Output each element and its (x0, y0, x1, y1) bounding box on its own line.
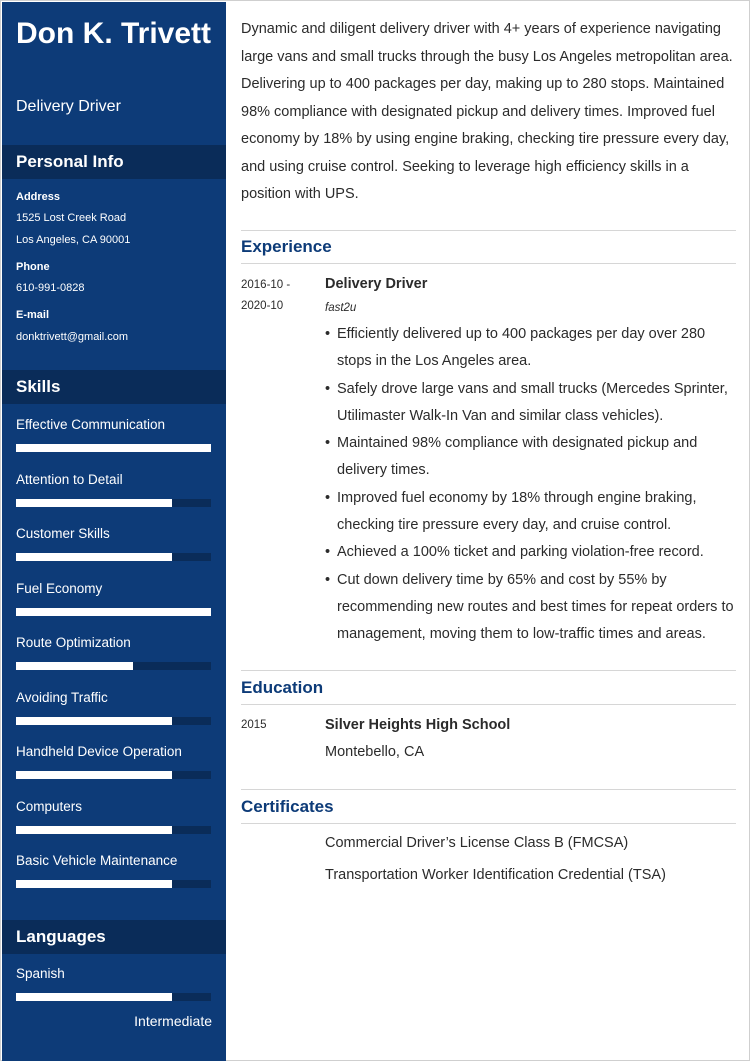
skill-bar-fill (16, 444, 211, 452)
language-bar (16, 993, 211, 1001)
sidebar (2, 2, 226, 1061)
phone-label: Phone (16, 261, 50, 273)
skill-bar (16, 771, 211, 779)
address-line2: Los Angeles, CA 90001 (16, 234, 131, 246)
language-name: Spanish (16, 966, 65, 981)
email-label: E-mail (16, 309, 50, 321)
skill-bar-fill (16, 608, 211, 616)
experience-bullet: • Achieved a 100% ticket and parking violation-free record. (325, 539, 735, 566)
skill-bar-fill (16, 771, 172, 779)
skill-bar (16, 608, 211, 616)
address-line1: 1525 Lost Creek Road (16, 212, 127, 224)
skill-bar-fill (16, 553, 172, 561)
skill-name: Customer Skills (16, 526, 110, 541)
skill-bar-fill (16, 662, 133, 670)
skill-name: Avoiding Traffic (16, 690, 108, 705)
education-heading: Education (241, 678, 324, 697)
experience-bullet: • Improved fuel economy by 18% through engine braking, checking tire pressure every day, and cruise control. (325, 485, 735, 540)
languages-heading: Languages (2, 920, 226, 954)
skill-bar (16, 444, 211, 452)
address-label: Address (16, 191, 61, 203)
experience-date-end: 2020-10 (241, 300, 284, 312)
skill-name: Effective Communication (16, 417, 166, 432)
certificates-heading: Certificates (241, 797, 334, 816)
profile-summary: Dynamic and diligent delivery driver with 4+ years of experience navigating large vans and small trucks through the busy Los Angeles metropolitan area. Delivering up to 400 packages per day, making up to 280 stops. Maintained 98% compliance with designated pickup and delivery times. Improved fuel economy by 18% by using engine braking, checking tire pressure every day, and using cruise control. Seeking to leverage high efficiency skills in a position with UPS. (241, 21, 733, 202)
divider (241, 704, 736, 705)
certificate-item: Transportation Worker Identification Credential (TSA) (325, 867, 666, 883)
language-bar-fill (16, 993, 172, 1001)
skill-bar (16, 499, 211, 507)
divider (241, 670, 736, 671)
skill-bar (16, 826, 211, 834)
skill-bar-fill (16, 717, 172, 725)
skill-name: Computers (16, 799, 83, 814)
skill-bar (16, 662, 211, 670)
skill-name: Basic Vehicle Maintenance (16, 853, 178, 868)
experience-role: Delivery Driver (325, 276, 428, 292)
job-title: Delivery Driver (16, 98, 121, 115)
phone-value: 610-991-0828 (16, 282, 85, 294)
skill-bar (16, 880, 211, 888)
divider (241, 263, 736, 264)
experience-bullets (325, 321, 735, 649)
candidate-name: Don K. Trivett (16, 17, 212, 50)
skill-name: Fuel Economy (16, 581, 103, 596)
experience-bullet: • Efficiently delivered up to 400 packages per day over 280 stops in the Los Angeles area. (325, 321, 735, 376)
skills-heading: Skills (2, 370, 226, 404)
experience-heading: Experience (241, 237, 332, 256)
experience-bullet: • Safely drove large vans and small trucks (Mercedes Sprinter, Utilimaster Walk-In Van and similar class vehicles). (325, 376, 735, 431)
experience-company: fast2u (325, 302, 357, 314)
skill-name: Route Optimization (16, 635, 131, 650)
skill-bar-fill (16, 826, 172, 834)
personal-info-heading: Personal Info (2, 145, 226, 179)
divider (241, 789, 736, 790)
divider (241, 823, 736, 824)
divider (241, 230, 736, 231)
skill-bar (16, 553, 211, 561)
education-school: Silver Heights High School (325, 717, 511, 733)
skill-bar-fill (16, 880, 172, 888)
skill-name: Handheld Device Operation (16, 744, 182, 759)
skill-bar (16, 717, 211, 725)
email-value: donktrivett@gmail.com (16, 331, 129, 343)
language-level: Intermediate (134, 1013, 212, 1029)
experience-date-start: 2016-10 - (241, 279, 291, 291)
skill-name: Attention to Detail (16, 472, 123, 487)
education-year: 2015 (241, 719, 267, 731)
experience-bullet: • Maintained 98% compliance with designated pickup and delivery times. (325, 430, 735, 485)
experience-bullet: • Cut down delivery time by 65% and cost by 55% by recommending new routes and best times for repeat orders to management, moving them to low-traffic times and areas. (325, 567, 735, 649)
skill-bar-fill (16, 499, 172, 507)
certificate-item: Commercial Driver’s License Class B (FMCSA) (325, 835, 629, 851)
education-location: Montebello, CA (325, 744, 425, 760)
